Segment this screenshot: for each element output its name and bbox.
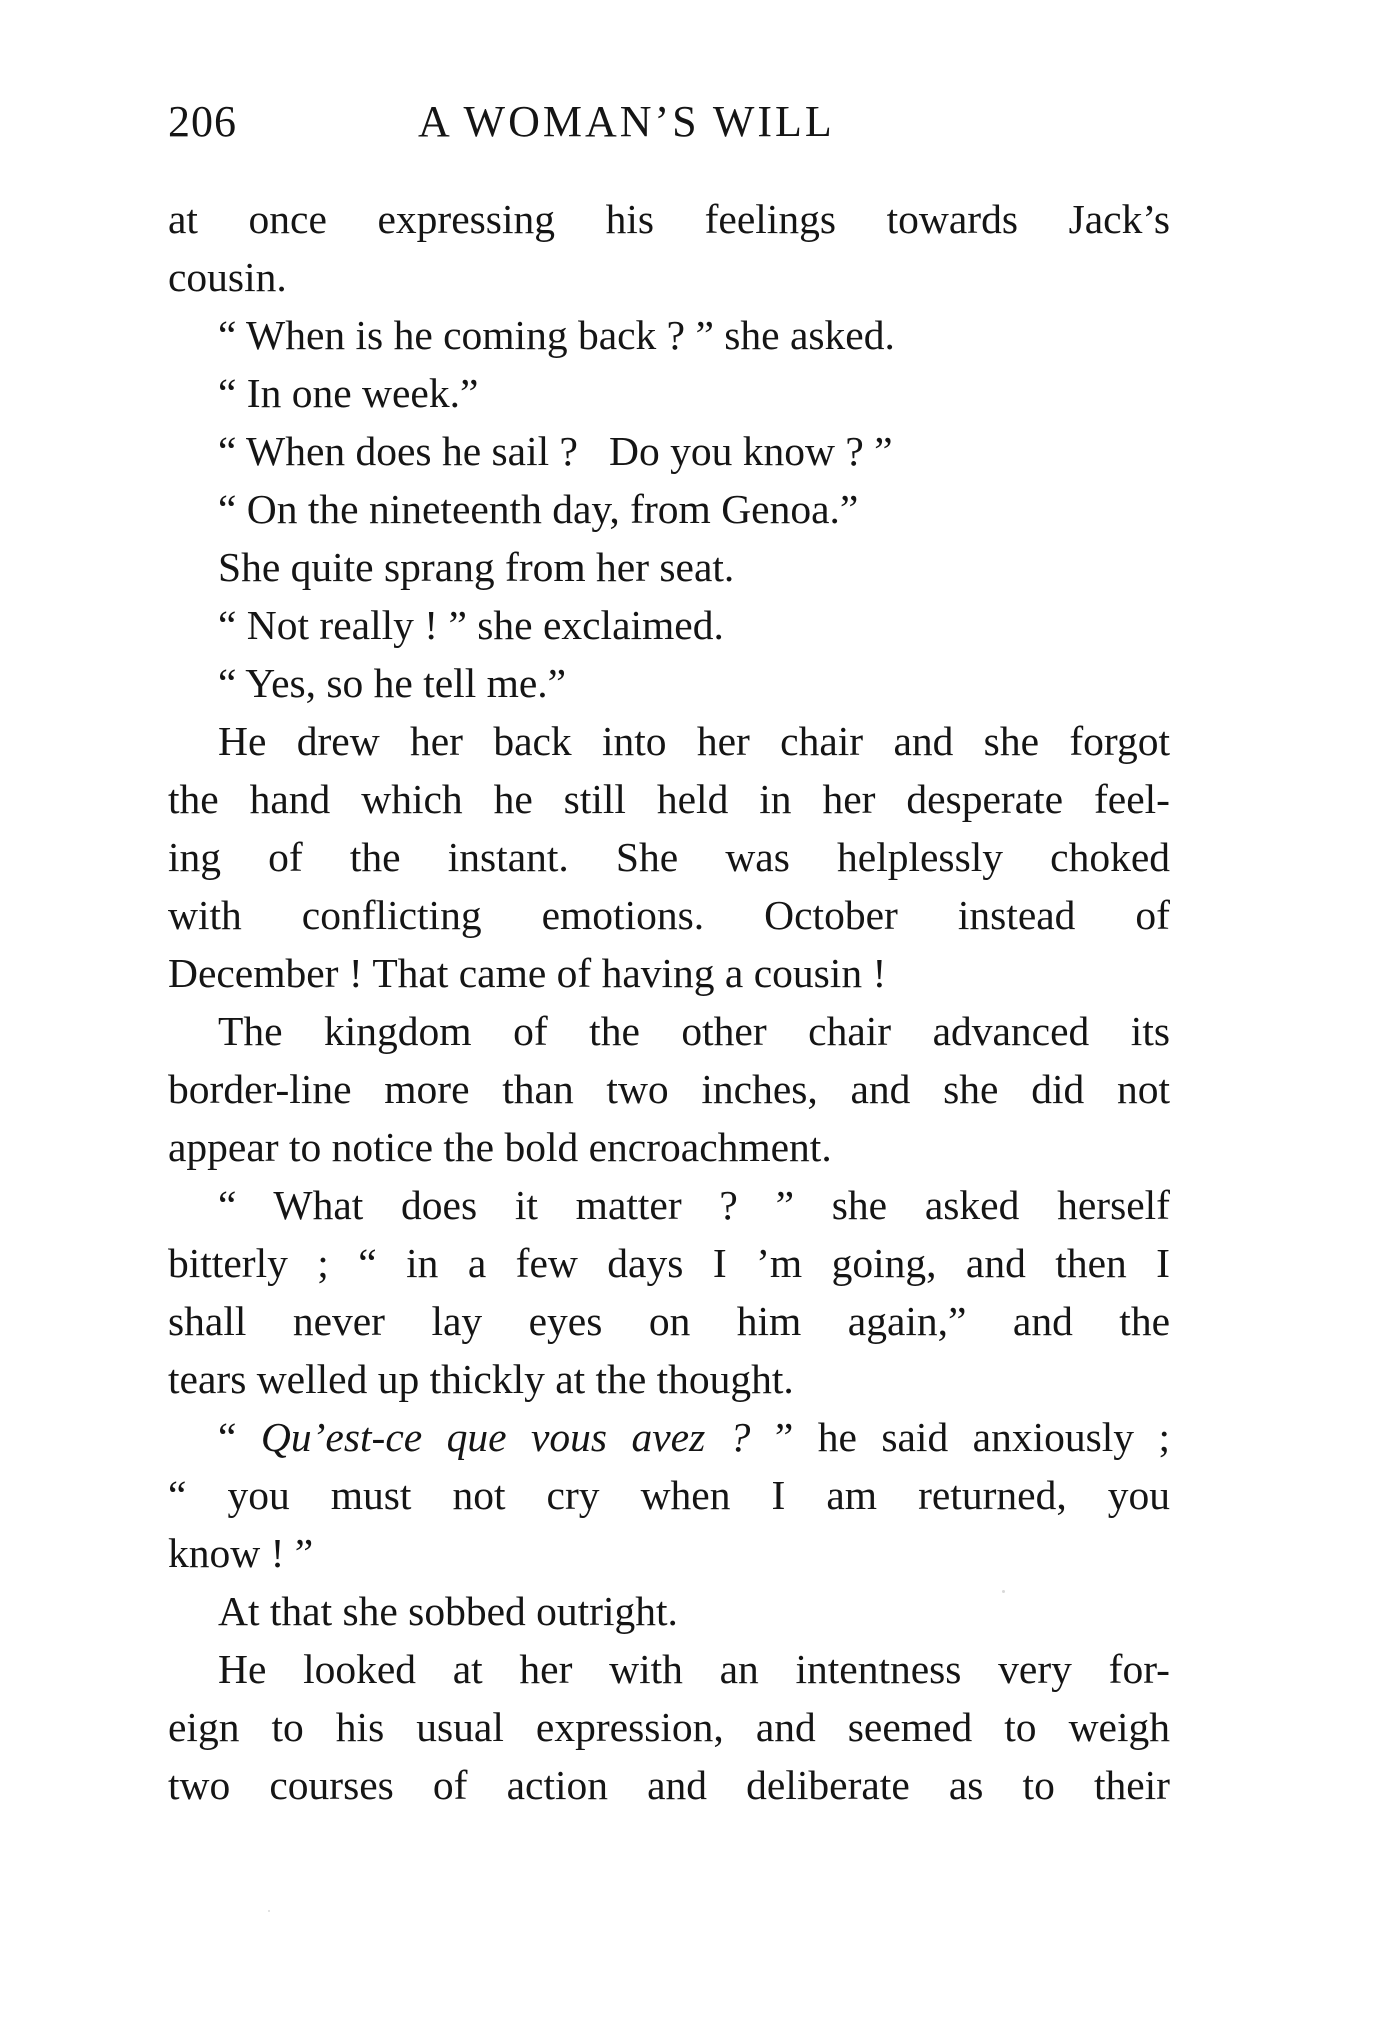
text-line: ing of the instant. She was helplessly choked [168,834,1170,880]
text-line: tears welled up thickly at the thought. [168,1356,794,1402]
text-line: “ On the nineteenth day, from Genoa.” [218,486,859,532]
text-line: cousin. [168,254,287,300]
text-line: He drew her back into her chair and she forgot [218,718,1170,764]
page-number: 206 [168,97,237,146]
text-line: He looked at her with an intentness very for- [218,1646,1170,1692]
book-page [168,96,1170,1936]
text-line: the hand which he still held in her desperate feel- [168,776,1170,822]
body-text [168,190,1170,1814]
text-line: “ When does he sail ? Do you know ? ” [218,428,893,474]
text-line: bitterly ; “ in a few days I ’m going, and then I [168,1240,1170,1286]
text-line: At that she sobbed outright. [218,1588,678,1634]
text-line: appear to notice the bold encroachment. [168,1124,832,1170]
running-head [168,96,1170,156]
text-line: “ In one week.” [218,370,479,416]
text-line: “ Not really ! ” she exclaimed. [218,602,724,648]
text-line: “ What does it matter ? ” she asked herself [218,1182,1170,1228]
text-line: at once expressing his feelings towards Jack’s [168,196,1170,242]
text-line: “ you must not cry when I am returned, you [168,1472,1170,1518]
paper-speck [268,1910,270,1912]
paper-speck [1002,1590,1005,1593]
line-rest: ” he said anxiously ; [750,1414,1170,1460]
french-phrase: Qu’est-ce que vous avez ? [260,1414,751,1460]
text-line: “ When is he coming back ? ” she asked. [218,312,895,358]
text-line: eign to his usual expression, and seemed to weigh [168,1704,1170,1750]
running-title: A WOMAN’S WILL [418,97,835,146]
open-quote: “ [218,1414,261,1460]
text-line-french [168,1408,1170,1466]
text-line: shall never lay eyes on him again,” and the [168,1298,1170,1344]
text-line: two courses of action and deliberate as to their [168,1762,1170,1808]
text-line: with conflicting emotions. October instead of [168,892,1170,938]
text-line: “ Yes, so he tell me.” [218,660,567,706]
text-line: She quite sprang from her seat. [218,544,735,590]
text-line: The kingdom of the other chair advanced its [218,1008,1170,1054]
text-line: border-line more than two inches, and she did not [168,1066,1170,1112]
text-line: know ! ” [168,1530,314,1576]
text-line: December ! That came of having a cousin ! [168,950,887,996]
